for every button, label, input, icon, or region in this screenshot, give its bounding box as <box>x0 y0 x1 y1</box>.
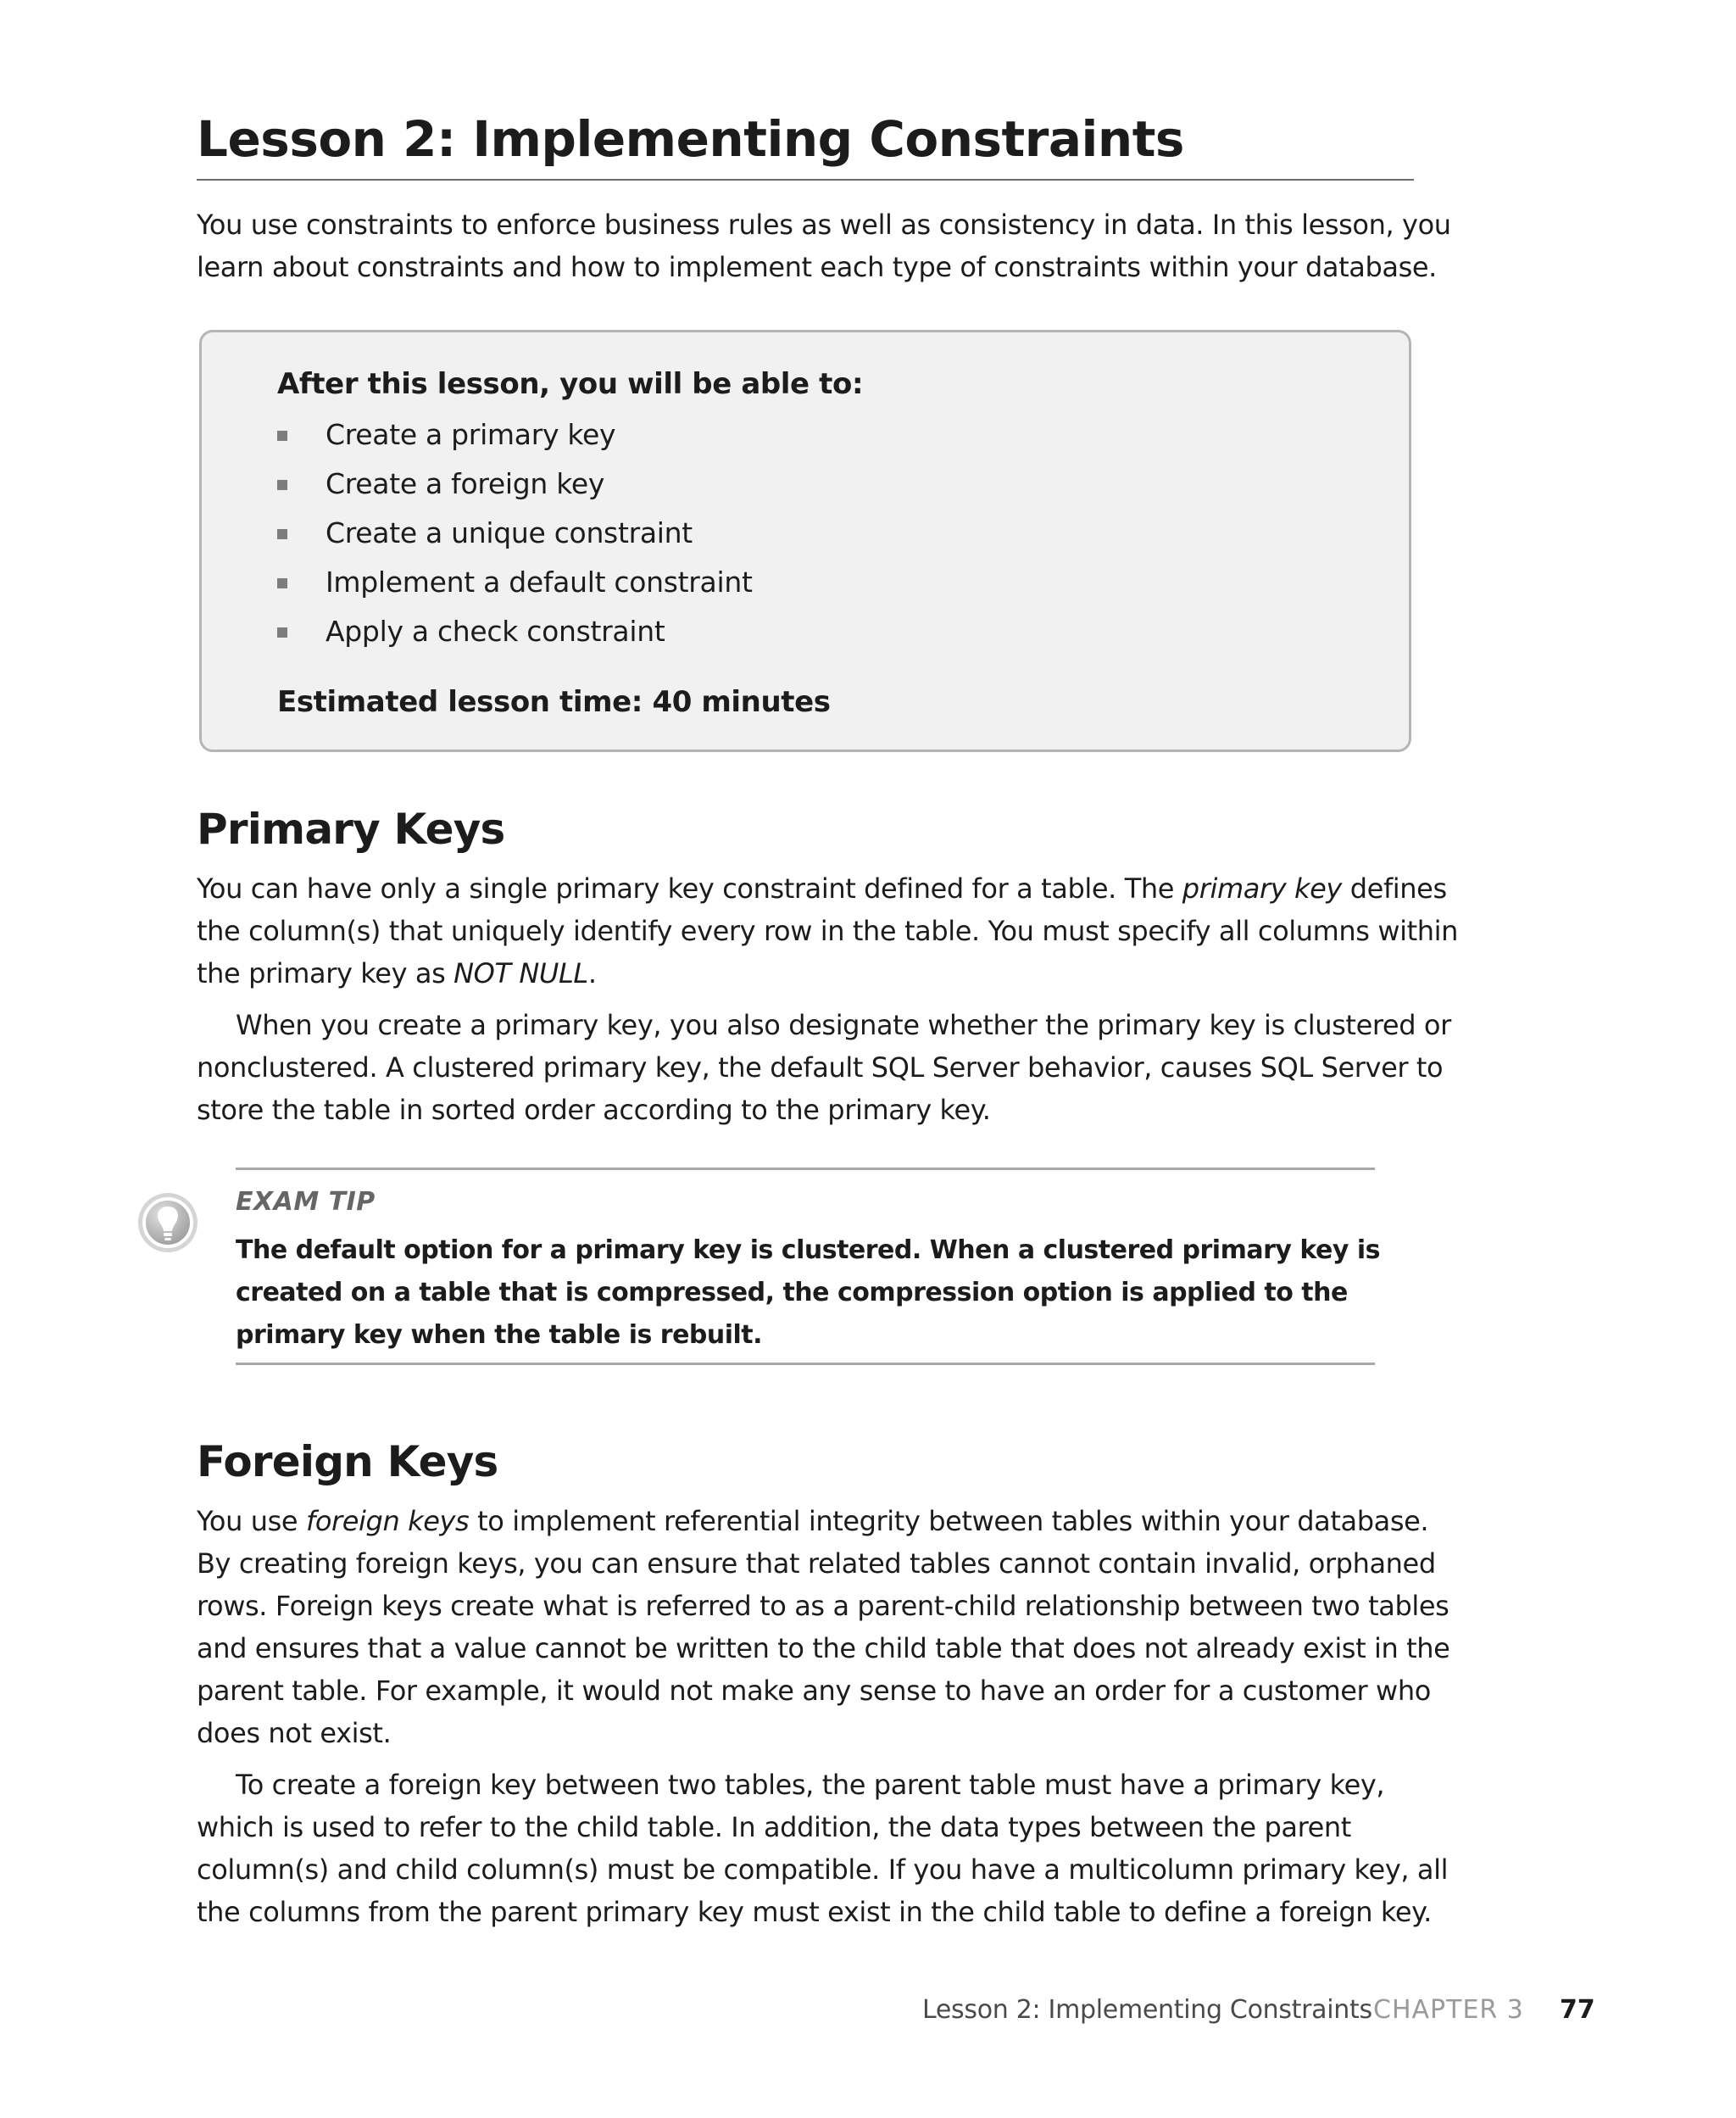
square-bullet-icon <box>277 529 287 539</box>
objective-text: Create a foreign key <box>326 467 605 500</box>
square-bullet-icon <box>277 431 287 441</box>
square-bullet-icon <box>277 627 287 638</box>
foreign-keys-heading: Foreign Keys <box>197 1437 498 1486</box>
foreign-keys-paragraph-2: To create a foreign key between two tables, the parent table must have a primary key, which is used to refer to the child table. In addition, the data types between the parent column(s) and child column(s) must be compatible. If you have a multicolumn primary key, all the columns from the parent primary key must exist in the child table to define a foreign key. <box>197 1769 1449 1928</box>
lightbulb-icon <box>136 1190 200 1255</box>
square-bullet-icon <box>277 578 287 588</box>
text-run: You use <box>197 1505 306 1537</box>
objective-item <box>277 460 753 509</box>
text-run: . <box>587 957 597 989</box>
page-number: 77 <box>1560 1995 1595 2025</box>
foreign-keys-paragraph-1 <box>197 1500 1460 1754</box>
primary-keys-paragraph-1 <box>197 867 1460 995</box>
primary-keys-heading: Primary Keys <box>197 805 505 854</box>
title-divider <box>197 179 1414 181</box>
square-bullet-icon <box>277 480 287 490</box>
exam-tip-top-rule <box>236 1168 1375 1170</box>
objective-item <box>277 607 753 656</box>
objectives-box <box>199 330 1411 752</box>
objective-text: Implement a default constraint <box>326 566 753 599</box>
exam-tip-bottom-rule <box>236 1363 1375 1365</box>
estimated-lesson-time: Estimated lesson time: 40 minutes <box>277 685 831 719</box>
text-run: defines the column(s) that uniquely identify every row in the table. You must specify all columns within the primary key as <box>197 872 1458 989</box>
exam-tip-text: The default option for a primary key is clustered. When a clustered primary key is created on a table that is compressed, the compression option is applied to the primary key when the table is rebuilt. <box>236 1235 1381 1350</box>
footer-lesson-title: Lesson 2: Implementing Constraints <box>922 1995 1372 2025</box>
objectives-heading: After this lesson, you will be able to: <box>277 367 864 401</box>
objective-text: Create a primary key <box>326 418 616 451</box>
exam-tip-label: EXAM TIP <box>236 1187 376 1217</box>
objective-text: Apply a check constraint <box>326 615 665 648</box>
lesson-intro: You use constraints to enforce business rules as well as consistency in data. In this lesson, you learn about constraints and how to implement each type of constraints within your database. <box>197 209 1451 283</box>
objective-item <box>277 410 753 460</box>
objective-item <box>277 509 753 558</box>
term-primary-key: primary key <box>1182 872 1342 905</box>
text-run: to implement referential integrity between tables within your database. By creating foreign keys, you can ensure that related tables cannot contain invalid, orphaned rows. Foreign keys create what is referred to as a parent-child relationship between two tables and ensures that a value cannot be written to the child table that does not already exist in the parent table. For example, it would not make any sense to have an order for a customer who does not exist. <box>197 1505 1450 1749</box>
text-run: You can have only a single primary key constraint defined for a table. The <box>197 872 1182 905</box>
term-foreign-keys: foreign keys <box>305 1505 470 1537</box>
objective-text: Create a unique constraint <box>326 516 693 549</box>
term-not-null: NOT NULL <box>453 957 588 989</box>
footer-chapter: CHAPTER 3 <box>1373 1995 1524 2025</box>
primary-keys-paragraph-2: When you create a primary key, you also designate whether the primary key is clustered or nonclustered. A clustered primary key, the default SQL Server behavior, causes SQL Server to store the table in sorted order according to the primary key. <box>197 1009 1451 1126</box>
objective-item <box>277 558 753 607</box>
objectives-list <box>277 410 753 656</box>
lesson-title: Lesson 2: Implementing Constraints <box>197 110 1184 168</box>
